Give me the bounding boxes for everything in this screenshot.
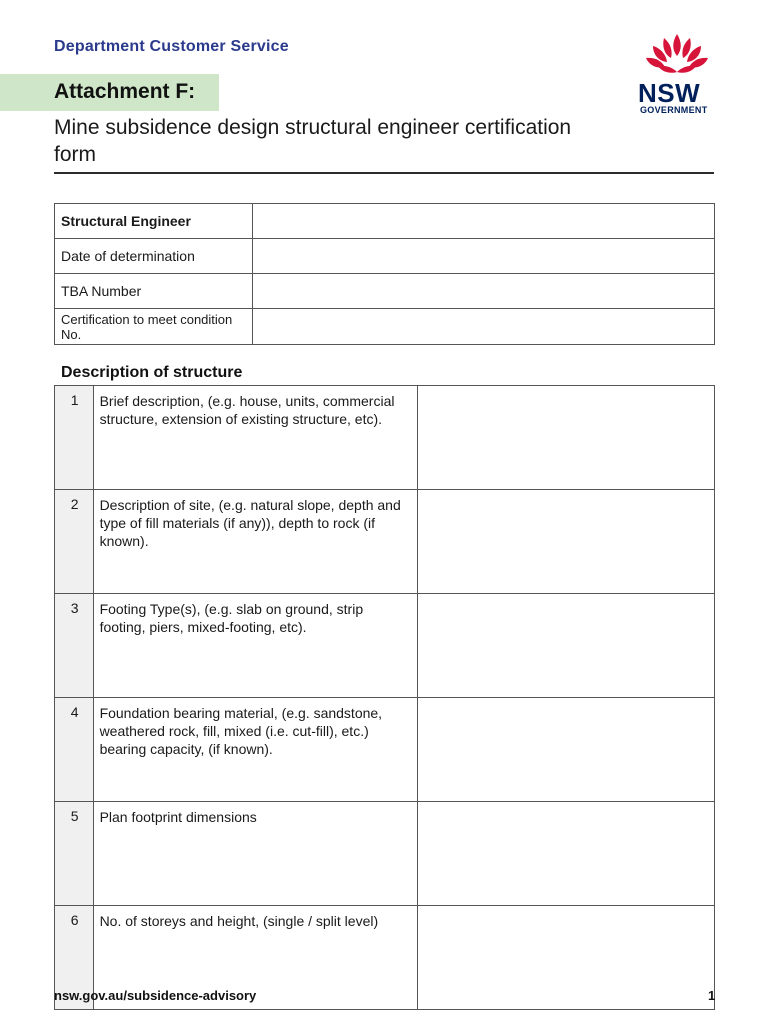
item-number: 6 xyxy=(55,906,94,1010)
item-number: 3 xyxy=(55,594,94,698)
department-name: Department Customer Service xyxy=(54,38,289,55)
item-question: No. of storeys and height, (single / split level) xyxy=(93,906,417,1010)
item-question: Foundation bearing material, (e.g. sandstone, weathered rock, fill, mixed (i.e. cut-fill), etc.) bearing capacity, (if known). xyxy=(93,698,417,802)
date-of-determination-label: Date of determination xyxy=(55,239,253,274)
table-row xyxy=(55,490,715,594)
attachment-label: Attachment F: xyxy=(54,80,196,103)
item-answer-field[interactable] xyxy=(418,386,715,490)
title-divider xyxy=(54,172,714,174)
item-number: 1 xyxy=(55,386,94,490)
table-row xyxy=(55,239,715,274)
logo-government-text: GOVERNMENT xyxy=(640,105,708,115)
table-row xyxy=(55,309,715,345)
table-row xyxy=(55,386,715,490)
date-of-determination-field[interactable] xyxy=(253,239,715,274)
item-question: Plan footprint dimensions xyxy=(93,802,417,906)
structural-engineer-label: Structural Engineer xyxy=(55,204,253,239)
item-number: 5 xyxy=(55,802,94,906)
item-number: 4 xyxy=(55,698,94,802)
engineer-details-table xyxy=(54,203,715,345)
logo-nsw-text: NSW xyxy=(638,78,701,108)
tba-number-field[interactable] xyxy=(253,274,715,309)
item-answer-field[interactable] xyxy=(418,802,715,906)
certification-condition-field[interactable] xyxy=(253,309,715,345)
item-answer-field[interactable] xyxy=(418,698,715,802)
table-row xyxy=(55,698,715,802)
item-answer-field[interactable] xyxy=(418,490,715,594)
item-question: Description of site, (e.g. natural slope, depth and type of fill materials (if any)), depth to rock (if known). xyxy=(93,490,417,594)
certification-condition-label: Certification to meet condition No. xyxy=(55,309,253,345)
description-heading: Description of structure xyxy=(61,364,243,381)
structure-description-table xyxy=(54,385,715,1010)
table-row xyxy=(55,594,715,698)
tba-number-label: TBA Number xyxy=(55,274,253,309)
form-title: Mine subsidence design structural engineer certification form xyxy=(54,116,572,166)
item-number: 2 xyxy=(55,490,94,594)
table-row xyxy=(55,802,715,906)
item-answer-field[interactable] xyxy=(418,594,715,698)
structural-engineer-field[interactable] xyxy=(253,204,715,239)
footer-url: nsw.gov.au/subsidence-advisory xyxy=(54,988,257,1003)
item-answer-field[interactable] xyxy=(418,906,715,1010)
item-question: Footing Type(s), (e.g. slab on ground, strip footing, piers, mixed-footing, etc). xyxy=(93,594,417,698)
page-number: 1 xyxy=(708,988,716,1003)
item-question: Brief description, (e.g. house, units, commercial structure, extension of existing structure, etc). xyxy=(93,386,417,490)
table-row xyxy=(55,274,715,309)
table-row xyxy=(55,204,715,239)
